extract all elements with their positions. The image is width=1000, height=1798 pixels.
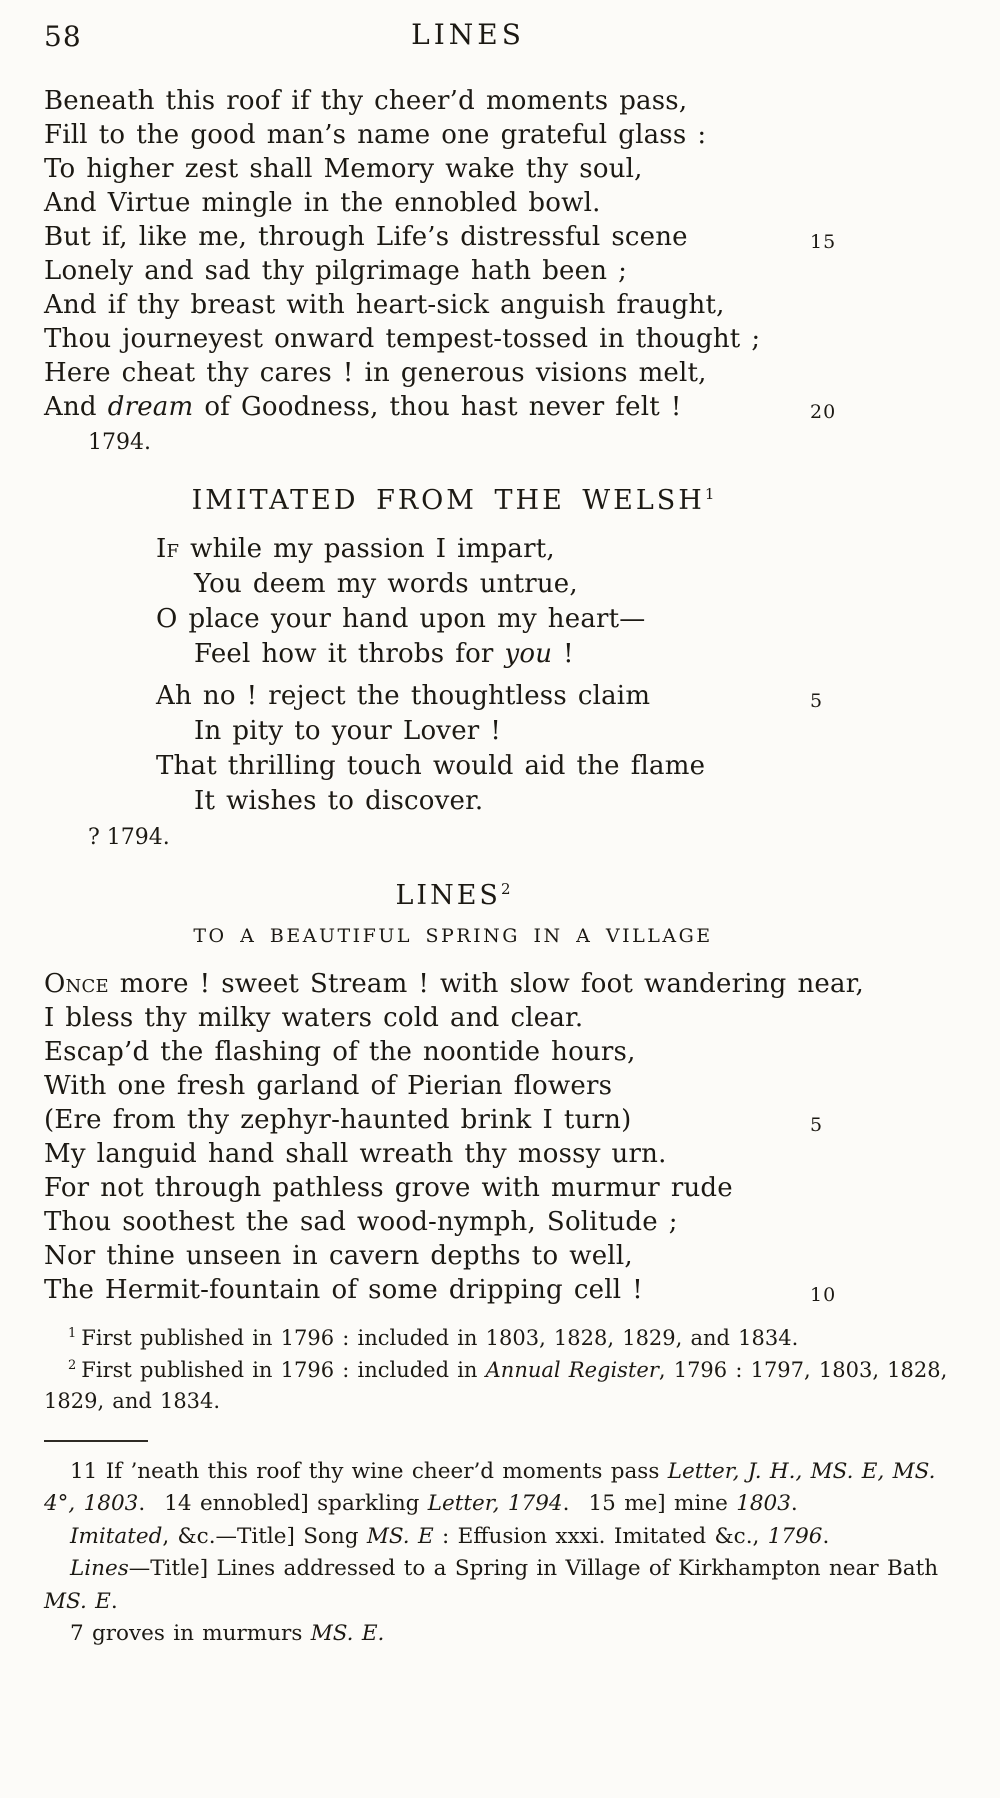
verse-text: My languid hand shall wreath thy mossy urn. — [44, 1139, 667, 1169]
footnote-text-italic: Annual Register — [485, 1357, 659, 1382]
verse-line — [44, 254, 952, 288]
textual-note-3 — [44, 1553, 952, 1618]
line-number: 10 — [810, 1284, 837, 1306]
verse-text: And if thy breast with heart-sick anguish fraught, — [44, 290, 725, 320]
footnote-ref-1: 1 — [704, 485, 715, 503]
verse-line — [44, 322, 952, 356]
verse-text: With one fresh garland of Pierian flowers — [44, 1071, 613, 1101]
verse-line — [44, 637, 952, 672]
line-number: 15 — [810, 231, 837, 253]
running-head: LINES — [411, 18, 525, 51]
verse-text-italic: dream — [107, 392, 194, 422]
note-text-italic: 1803 — [736, 1491, 791, 1516]
verse-text: In pity to your Lover ! — [194, 716, 502, 746]
verse-line — [44, 1273, 952, 1307]
verse-text-smallcaps: Once — [44, 969, 109, 999]
note-text-segment: 11 If ’neath this roof thy wine cheer’d moments pass — [70, 1458, 668, 1484]
verse-line — [44, 186, 952, 220]
poem-lines-to-a-beautiful-spring — [44, 967, 952, 1307]
verse-text: It wishes to discover. — [194, 786, 484, 816]
verse-line — [44, 356, 952, 390]
verse-line — [44, 602, 952, 637]
note-text-italic: Imitated — [70, 1523, 163, 1549]
verse-text: Lonely and sad thy pilgrimage hath been ; — [44, 256, 628, 286]
note-text-segment: : Effusion xxxi. Imitated &c., — [433, 1523, 768, 1549]
line-number: 20 — [810, 401, 837, 423]
textual-note-4 — [44, 1618, 952, 1651]
verse-text: To higher zest shall Memory wake thy soul, — [44, 154, 643, 184]
verse-text: Nor thine unseen in cavern depths to well, — [44, 1241, 633, 1271]
verse-line — [44, 679, 952, 714]
verse-line — [44, 1171, 952, 1205]
footnote-2 — [44, 1355, 952, 1418]
note-text-segment: . — [110, 1588, 118, 1614]
note-text-italic: MS. E — [44, 1588, 111, 1614]
note-text-italic: Letter, 1794 — [427, 1491, 563, 1516]
verse-text: Escap’d the flashing of the noontide hours, — [44, 1037, 636, 1067]
footnote-marker-2: 2 — [68, 1357, 77, 1373]
verse-line — [44, 1103, 952, 1137]
verse-line — [44, 118, 952, 152]
verse-line — [44, 784, 952, 819]
poem-lines-continuation — [44, 84, 952, 455]
verse-line — [44, 1001, 952, 1035]
verse-text: For not through pathless grove with murmur rude — [44, 1173, 733, 1203]
verse-line — [44, 532, 952, 567]
verse-text: Ah no ! reject the thoughtless claim — [156, 681, 651, 711]
note-text-italic: 1796 — [767, 1523, 823, 1549]
verse-text — [44, 392, 681, 422]
verse-line — [44, 1239, 952, 1273]
verse-text-segment: ! — [552, 639, 574, 669]
note-text-italic: Letter, J. H., MS. E, MS. 4°, 1803 — [44, 1458, 936, 1516]
verse-line — [44, 1205, 952, 1239]
poem-title-lines — [44, 880, 862, 911]
note-text-segment: . 14 ennobled] sparkling — [138, 1491, 428, 1516]
verse-text-segment: Feel how it throbs for — [194, 639, 505, 669]
line-number: 5 — [810, 690, 824, 712]
verse-line — [44, 1035, 952, 1069]
poem-title-imitated-from-the-welsh — [44, 485, 862, 516]
footnote-ref-2: 2 — [500, 880, 511, 898]
verse-text-smallcaps: If — [156, 534, 180, 564]
verse-text: And Virtue mingle in the ennobled bowl. — [44, 188, 601, 218]
verse-text-segment: while my passion I impart, — [179, 534, 555, 564]
verse-text — [44, 969, 864, 999]
footnote-marker-1: 1 — [68, 1326, 77, 1341]
textual-note-1 — [44, 1456, 952, 1521]
footnote-divider-rule — [44, 1440, 148, 1442]
note-text-segment: —Title] Lines addressed to a Spring in Village of Kirkhampton near Bath — [128, 1556, 939, 1581]
verse-text: Thou journeyest onward tempest-tossed in thought ; — [44, 324, 761, 354]
verse-text: The Hermit-fountain of some dripping cell ! — [44, 1275, 643, 1305]
verse-text-segment: And — [44, 392, 108, 422]
poem-imitated-from-the-welsh — [44, 532, 952, 850]
verse-line — [44, 967, 952, 1001]
verse-line — [44, 1137, 952, 1171]
line-number: 5 — [810, 1114, 824, 1136]
verse-line — [44, 288, 952, 322]
note-text-segment: . — [822, 1523, 830, 1549]
note-text-segment: , &c.—Title] Song — [162, 1523, 367, 1549]
verse-text: Thou soothest the sad wood-nymph, Solitude ; — [44, 1207, 678, 1237]
page-header — [44, 18, 952, 60]
note-text-italic: MS. E — [366, 1523, 434, 1549]
verse-text: O place your hand upon my heart— — [156, 604, 646, 634]
note-text-italic: MS. E. — [310, 1621, 385, 1646]
verse-text: Here cheat thy cares ! in generous visions melt, — [44, 358, 707, 388]
verse-text: You deem my words untrue, — [194, 569, 578, 599]
verse-text: But if, like me, through Life’s distressful scene — [44, 222, 688, 252]
verse-text-segment: of Goodness, thou hast never felt ! — [193, 392, 682, 422]
verse-text: Fill to the good man’s name one grateful glass : — [44, 120, 707, 150]
poem-date: 1794. — [88, 430, 151, 455]
verse-line — [44, 1069, 952, 1103]
verse-line — [44, 152, 952, 186]
note-text-segment: . — [790, 1491, 798, 1516]
note-text-segment: . 15 me] mine — [562, 1491, 737, 1516]
verse-line — [44, 220, 952, 254]
footnote-1 — [44, 1323, 952, 1355]
verse-text — [156, 534, 555, 564]
footnote-text-segment: , 1796 : 1797, 1803, 1828, 1829, and 1834. — [44, 1357, 948, 1413]
verse-text: (Ere from thy zephyr-haunted brink I turn) — [44, 1105, 632, 1135]
verse-line — [44, 749, 952, 784]
note-text-italic: Lines — [70, 1556, 129, 1581]
footnote-text: First published in 1796 : included in 1803, 1828, 1829, and 1834. — [81, 1326, 799, 1350]
page-number: 58 — [44, 20, 82, 53]
poem-title-text: IMITATED FROM THE WELSH — [191, 485, 705, 516]
verse-text: I bless thy milky waters cold and clear. — [44, 1003, 584, 1033]
textual-notes — [44, 1456, 952, 1651]
footnote-text-segment: First published in 1796 : included in — [81, 1357, 486, 1382]
note-text-segment: 7 groves in murmurs — [70, 1621, 311, 1646]
textual-note-2 — [44, 1521, 952, 1554]
poem-date: ? 1794. — [88, 825, 170, 850]
verse-text-segment: more ! sweet Stream ! with slow foot wandering near, — [108, 969, 864, 999]
poem-subtitle: TO A BEAUTIFUL SPRING IN A VILLAGE — [193, 925, 713, 947]
verse-line — [44, 714, 952, 749]
verse-text-italic: you — [504, 639, 553, 669]
verse-line — [44, 390, 952, 424]
verse-line — [44, 84, 952, 118]
verse-text — [194, 639, 574, 669]
verse-line — [44, 567, 952, 602]
verse-text: Beneath this roof if thy cheer’d moments pass, — [44, 86, 688, 116]
verse-text: That thrilling touch would aid the flame — [156, 751, 706, 781]
footnotes — [44, 1323, 952, 1418]
poem-title-text: LINES — [395, 880, 501, 911]
